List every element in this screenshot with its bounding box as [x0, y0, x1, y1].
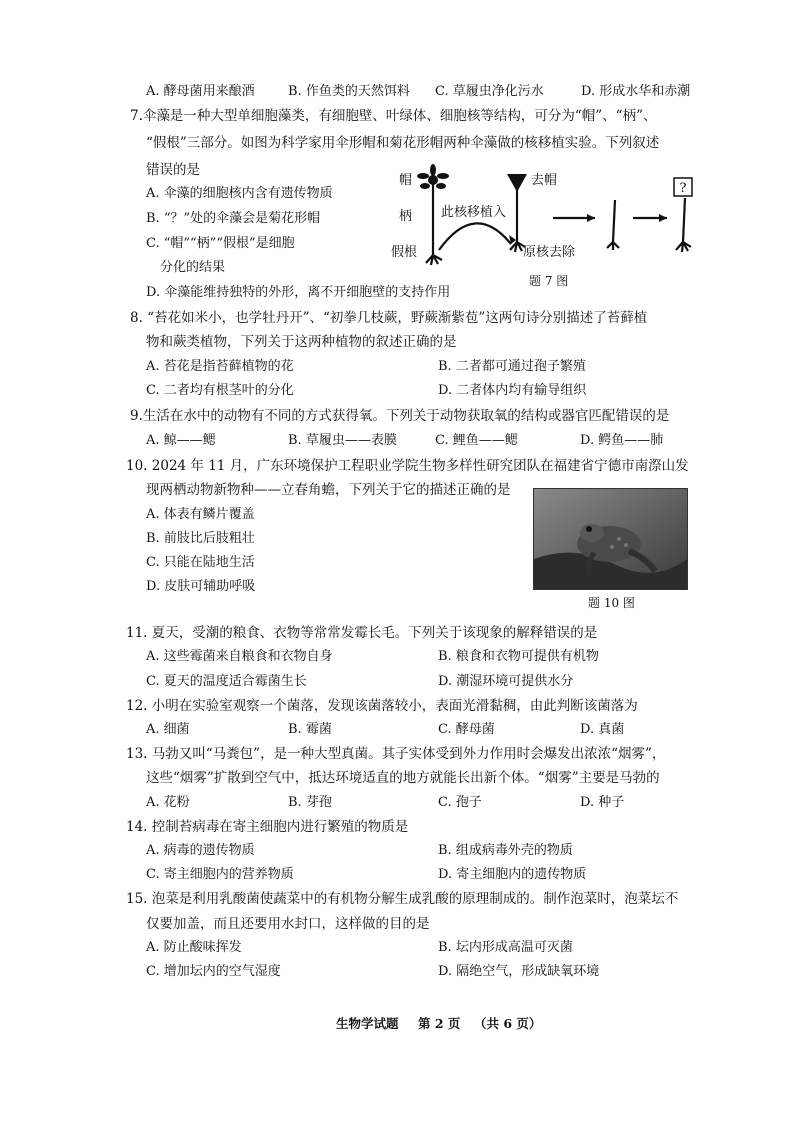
label-remove-cap: 去帽: [531, 173, 558, 188]
footer-subject: 生物学试题: [336, 1016, 399, 1031]
q11-option-c: C. 夏天的温度适合霉菌生长: [146, 674, 307, 689]
q9-stem-line-1: 9.生活在水中的动物有不同的方式获得氧。下列关于动物获取氧的结构或器官匹配错误的是: [130, 408, 670, 424]
q10-stem-line-2: 现两栖动物新物种——立春角蟾，下列关于它的描述正确的是: [146, 482, 511, 498]
q12-option-d: D. 真菌: [580, 722, 625, 737]
q13-option-a: A. 花粉: [146, 795, 190, 810]
q7-option-c: C. “帽”“柄”“假根”是细胞: [146, 236, 295, 251]
q8-option-b: B. 二者都可通过孢子繁殖: [438, 359, 586, 374]
q10-option-c: C. 只能在陆地生活: [146, 555, 255, 570]
umbrella-cap-icon: [507, 174, 527, 192]
label-cap: 帽: [399, 173, 413, 188]
q8-option-a: A. 苔花是指苔藓植物的花: [146, 359, 294, 374]
q7-option-c-cont: 分化的结果: [160, 260, 226, 275]
label-stalk: 柄: [399, 209, 413, 224]
q7-option-b: B. “？”处的伞藻会是菊花形帽: [146, 211, 321, 226]
label-remove-nucleus: 原核去除: [523, 245, 576, 260]
stalk-fourth: [683, 198, 685, 242]
q7-stem-line-1: 7.伞藻是一种大型单细胞藻类，有细胞壁、叶绿体、细胞核等结构，可分为“帽”、“柄”、: [130, 108, 657, 124]
q9-option-d: D. 鳄鱼——肺: [580, 433, 664, 448]
q7-figure-caption: 题 7 图: [529, 274, 569, 288]
q14-option-a: A. 病毒的遗传物质: [146, 843, 255, 858]
q7-option-d: D. 伞藻能维持独特的外形，离不开细胞壁的支持作用: [146, 285, 451, 300]
rhizoid-fourth: [676, 242, 691, 252]
rhizoid-left: [426, 255, 442, 265]
q10-option-d: D. 皮肤可辅助呼吸: [146, 579, 256, 594]
q10-option-a: A. 体表有鳞片覆盖: [146, 507, 255, 522]
q9-option-b: B. 草履虫——表膜: [288, 433, 397, 448]
q8-stem-line-2: 物和蕨类植物，下列关于这两种植物的叙述正确的是: [146, 334, 457, 350]
q12-option-c: C. 酵母菌: [438, 722, 495, 737]
q6-option-d: D. 形成水华和赤潮: [581, 84, 691, 99]
arrow-2-head: [659, 214, 667, 222]
q7-stem-line-3: 错误的是: [146, 162, 200, 178]
q14-option-c: C. 寄主细胞内的营养物质: [146, 867, 294, 882]
q14-option-b: B. 组成病毒外壳的物质: [438, 843, 573, 858]
q13-option-c: C. 孢子: [438, 795, 482, 810]
q10-option-b: B. 前肢比后肢粗壮: [146, 531, 255, 546]
rhizoid-third: [607, 242, 619, 250]
label-transplant: 此核移植入: [441, 205, 507, 220]
arrow-1-head: [587, 214, 595, 222]
q15-option-c: C. 增加坛内的空气湿度: [146, 964, 281, 979]
q11-option-a: A. 这些霉菌来自粮食和衣物自身: [146, 649, 333, 664]
q13-option-d: D. 种子: [580, 795, 625, 810]
footer-total: （共 6 页）: [474, 1016, 542, 1031]
stalk-third: [613, 200, 615, 242]
footer-page: 第 2 页: [418, 1016, 461, 1031]
q8-stem-line-1: 8. “苔花如米小，也学牡丹开”、“初拳几枝蕨，野蕨渐紫苞”这两句诗分别描述了苔藓植: [130, 310, 648, 326]
q8-option-d: D. 二者体内均有输导组织: [438, 383, 587, 398]
q11-option-b: B. 粮食和衣物可提供有机物: [438, 649, 599, 664]
q13-stem-line-1: 13. 马勃又叫“马粪包”，是一种大型真菌。其子实体受到外力作用时会爆发出浓浓“烟雾”，: [126, 746, 666, 762]
q6-option-c: C. 草履虫净化污水: [435, 84, 544, 99]
frog-image: [534, 489, 687, 589]
q14-stem-line-1: 14. 控制苔病毒在寄主细胞内进行繁殖的物质是: [126, 819, 409, 835]
q11-stem-line-1: 11. 夏天，受潮的粮食、衣物等常常发霉长毛。下列关于该现象的解释错误的是: [126, 625, 598, 641]
q10-stem-line-1: 10. 2024 年 11 月，广东环境保护工程职业学院生物多样性研究团队在福建省宁德市南漈山发: [126, 458, 689, 474]
q15-stem-line-1: 15. 泡菜是利用乳酸菌使蔬菜中的有机物分解生成乳酸的原理制成的。制作泡菜时，泡菜坛不: [126, 891, 679, 907]
q15-option-b: B. 坛内形成高温可灭菌: [438, 940, 573, 955]
q14-option-d: D. 寄主细胞内的遗传物质: [438, 867, 587, 882]
q13-stem-line-2: 这些“烟雾”扩散到空气中，抵达环境适直的地方就能长出新个体。“烟雾”主要是马勃的: [146, 770, 660, 786]
q12-option-b: B. 霉菌: [288, 722, 332, 737]
label-rhizoid: 假根: [391, 245, 418, 260]
q10-figure-caption: 题 10 图: [588, 596, 635, 610]
q7-stem-line-2: “假根”三部分。如图为科学家用伞形帽和菊花形帽两种伞藻做的核移植实验。下列叙述: [146, 135, 660, 151]
transplant-arrow: [439, 223, 511, 250]
q12-stem-line-1: 12. 小明在实验室观察一个菌落，发现该菌落较小，表面光滑黏稠，由此判断该菌落为: [126, 698, 638, 714]
q15-option-a: A. 防止酸味挥发: [146, 940, 242, 955]
q9-option-a: A. 鲸——鳃: [146, 433, 216, 448]
q11-option-d: D. 潮湿环境可提供水分: [438, 674, 574, 689]
q12-option-a: A. 细菌: [146, 722, 190, 737]
q9-option-c: C. 鲤鱼——鳃: [435, 433, 518, 448]
q7-option-a: A. 伞藻的细胞核内含有遗传物质: [146, 186, 333, 201]
q10-frog-photo: [533, 488, 688, 590]
q7-figure: [391, 160, 715, 280]
q15-option-d: D. 隔绝空气，形成缺氧环境: [438, 964, 600, 979]
q6-option-a: A. 酵母菌用来酿酒: [146, 84, 255, 99]
q15-stem-line-2: 仅要加盖，而且还要用水封口，这样做的目的是: [146, 916, 430, 932]
q6-option-b: B. 作鱼类的天然饵料: [288, 84, 410, 99]
q8-option-c: C. 二者均有根茎叶的分化: [146, 383, 294, 398]
q13-option-b: B. 芽孢: [288, 795, 332, 810]
question-mark: ?: [679, 181, 687, 196]
